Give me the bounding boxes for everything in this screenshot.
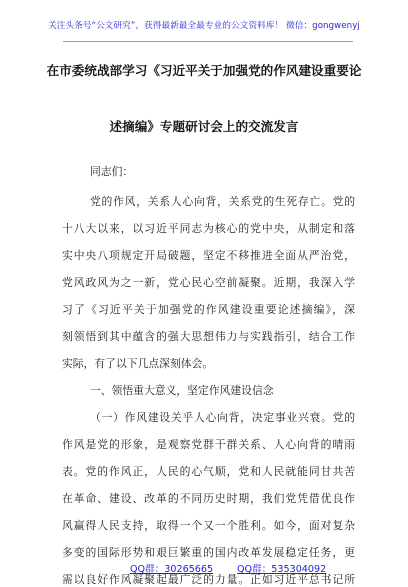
header-banner: 关注头条号“公文研究”，获得最新最全最专业的公文资料库！ 微信：gongwenyj [48, 21, 360, 31]
paragraph-line: 党风政风为之一新，党心民心空前凝聚。近期，我深入学 [62, 276, 355, 289]
footer-qq-group-1[interactable]: QQ群：30265665 [130, 564, 214, 575]
paragraph-line: 习了《习近平关于加强党的作风建设重要论述摘编》，深 [62, 303, 355, 316]
paragraph-line: 多变的国际形势和艰巨繁重的国内改革发展稳定任务，更 [62, 546, 355, 559]
paragraph-line: 风赢得人民支持，取得一个又一个胜利。如今，面对复杂 [62, 519, 355, 532]
paragraph-line: 十八大以来，以习近平同志为核心的党中央，从制定和落 [62, 222, 355, 235]
paragraph-line: 党的作风，关系人心向背，关系党的生死存亡。党的 [90, 195, 355, 208]
greeting: 同志们： [90, 165, 134, 178]
footer-qq-group-2[interactable]: QQ群：535304092 [237, 564, 327, 575]
paragraph-line: 表。党的作风正，人民的心气顺，党和人民就能同甘共苦 [62, 465, 355, 478]
document-title-line-1: 在市委统战部学习《习近平关于加强党的作风建设重要论 [46, 63, 362, 78]
document-title-line-2: 述摘编》专题研讨会上的交流发言 [109, 119, 299, 134]
paragraph-line: 实中央八项规定开局破题，坚定不移推进全面从严治党， [62, 249, 355, 262]
header-divider [63, 41, 353, 42]
paragraph-line: 作风是党的形象，是观察党群干群关系、人心向背的晴雨 [62, 438, 355, 451]
paragraph-line: 在革命、建设、改革的不同历史时期，我们党凭借优良作 [62, 492, 355, 505]
paragraph-line: （一）作风建设关乎人心向背，决定事业兴衰。党的 [90, 411, 355, 424]
section-heading: 一、领悟重大意义，坚定作风建设信念 [90, 384, 274, 397]
paragraph-line: 实际，有了以下几点深刻体会。 [62, 357, 214, 370]
paragraph-line: 刻领悟到其中蕴含的强大思想伟力与实践指引，结合工作 [62, 330, 355, 343]
paragraph-line: 需以良好作风凝聚起最广泛的力量。正如习近平总书记所 [62, 573, 355, 586]
